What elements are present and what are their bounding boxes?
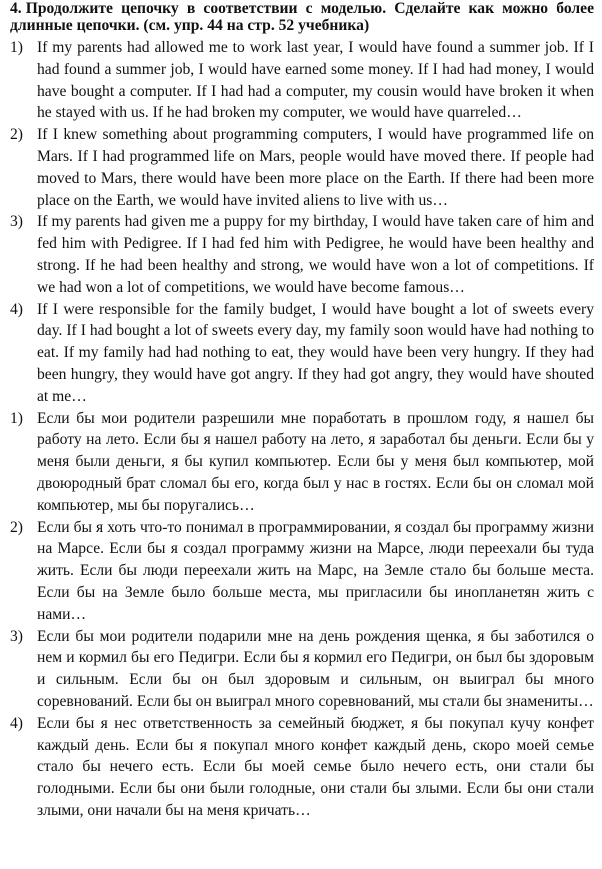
- item-marker: 2): [10, 126, 23, 144]
- russian-answer-item: [10, 517, 594, 626]
- item-marker: 4): [10, 714, 23, 732]
- item-text: If I were responsible for the family budget, I would have bought a lot of sweets every day. If I had bought a lot of sweets every day, my family soon would have had nothing to eat. If my family had had nothing to eat, they would have been very hungry. If they had been hungry, they would have got angry. If they had got angry, they would have shouted at me…: [37, 300, 594, 405]
- english-answers-list: [10, 37, 594, 408]
- russian-answer-item: [10, 626, 594, 713]
- item-marker: 1): [10, 409, 23, 427]
- english-answer-item: [10, 37, 594, 124]
- task-number: 4.: [10, 0, 22, 17]
- item-text: If I knew something about programming computers, I would have programmed life on Mars. If I had programmed life on Mars, people would have moved there. If people had moved to Mars, there would have been more place on the Earth. If there had been more place on the Earth, we would have invited aliens to live with us…: [37, 126, 594, 209]
- task-instruction: Продолжите цепочку в соответствии с моделью. Сделайте как можно более длинные цепочки. (см. упр. 44 на стр. 52 учебника): [10, 0, 594, 34]
- english-answer-item: [10, 124, 594, 211]
- russian-answer-item: [10, 408, 594, 517]
- item-text: Если бы мои родители разрешили мне поработать в прошлом году, я нашел бы работу на лето. Если бы я нашел работу на лето, я заработал бы деньги. Если бы у меня были деньги, я бы купил компьютер. Если бы у меня был компьютер, мой двоюродный брат сломал бы его, когда был у нас в гостях. Если бы он сломал мой компьютер, мы бы поругались…: [37, 409, 594, 514]
- item-marker: 3): [10, 627, 23, 645]
- item-text: If my parents had allowed me to work last year, I would have found a summer job. If I had found a summer job, I would have earned some money. If I had had money, I would have bought a computer. If I had had a computer, my cousin would have broken it when he stayed with us. If he had broken my computer, we would have quarreled…: [37, 39, 594, 122]
- item-marker: 3): [10, 213, 23, 231]
- task-header: [10, 0, 594, 34]
- english-answer-item: [10, 211, 594, 298]
- item-text: If my parents had given me a puppy for my birthday, I would have taken care of him and fed him with Pedigree. If I had fed him with Pedigree, he would have been healthy and strong. If he had been healthy and strong, we would have won a lot of competitions. If we had won a lot of competitions, we would have become famous…: [37, 213, 594, 296]
- item-text: Если бы мои родители подарили мне на день рождения щенка, я бы заботился о нем и кормил бы его Педигри. Если бы я кормил его Педигри, он был бы здоровым и сильным. Если бы он был здоровым и сильным, он выиграл бы много соревнований. Если бы он выиграл много соревнований, мы стали бы знамениты…: [37, 627, 594, 710]
- russian-answer-item: [10, 713, 594, 822]
- item-marker: 2): [10, 518, 23, 536]
- item-marker: 4): [10, 300, 23, 318]
- item-text: Если бы я хоть что-то понимал в программировании, я создал бы программу жизни на Марсе. Если бы я создал программу жизни на Марсе, люди переехали бы туда жить. Если бы люди переехали жить на Марс, на Земле стало бы больше места. Если бы на Земле было больше места, мы пригласили бы инопланетян жить с нами…: [37, 518, 594, 623]
- english-answer-item: [10, 299, 594, 408]
- item-text: Если бы я нес ответственность за семейный бюджет, я бы покупал кучу конфет каждый день. Если бы я покупал много конфет каждый день, скоро моей семье стало бы нечего есть. Если бы моей семье было нечего есть, они стали бы голодными. Если бы они были голодные, они стали бы злыми. Если бы они стали злыми, они начали бы на меня кричать…: [37, 714, 594, 819]
- item-marker: 1): [10, 39, 23, 56]
- russian-answers-list: [10, 408, 594, 822]
